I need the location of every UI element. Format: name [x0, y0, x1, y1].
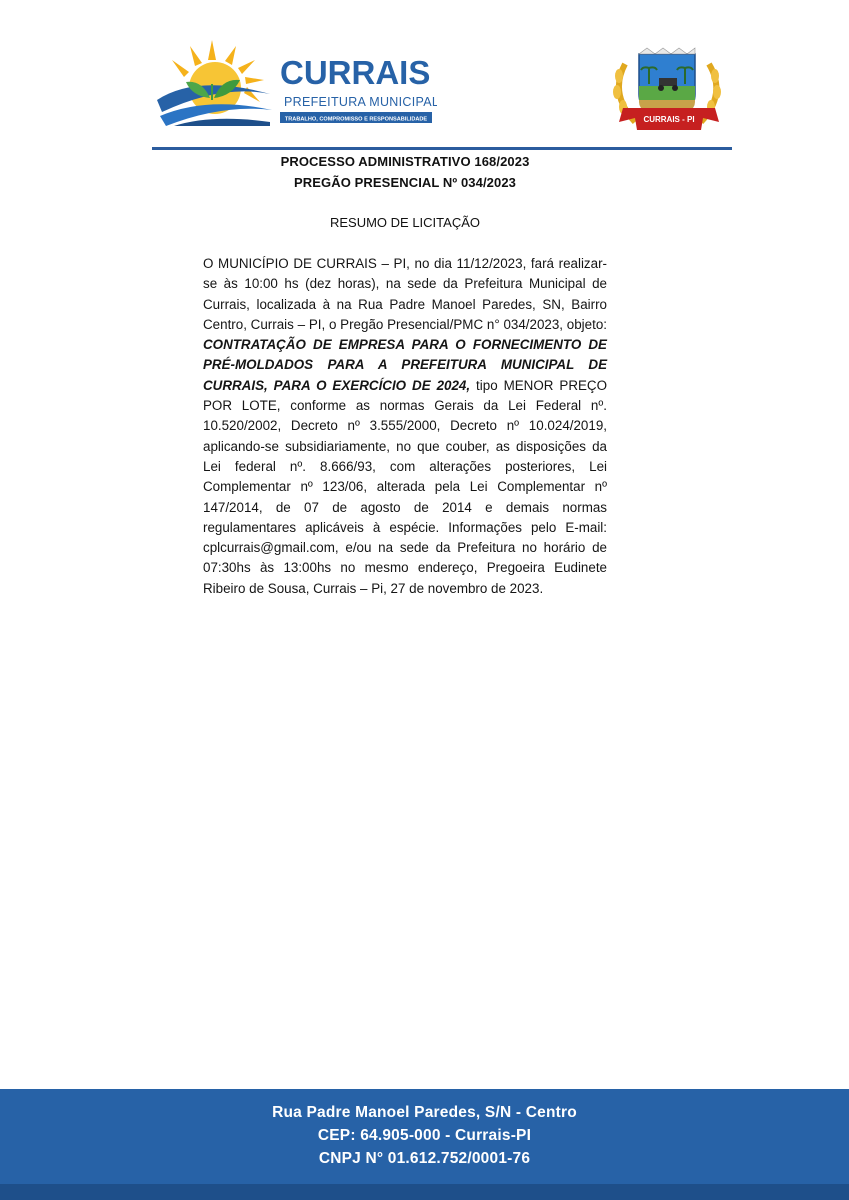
- banner-text: CURRAIS - PI: [643, 115, 695, 124]
- section-heading: RESUMO DE LICITAÇÃO: [329, 215, 480, 230]
- header-divider: [152, 147, 732, 150]
- document-title: PROCESSO ADMINISTRATIVO 168/2023: [280, 154, 530, 169]
- logo-tagline: TRABALHO, COMPROMISSO E RESPONSABILIDADE: [284, 116, 428, 123]
- sun-field-emblem-icon: [152, 38, 437, 128]
- footer-cnpj: CNPJ N° 01.612.752/0001-76: [318, 1150, 531, 1167]
- coat-of-arms-icon: [605, 44, 733, 136]
- logo-name: CURRAIS: [280, 54, 431, 91]
- footer-cep: CEP: 64.905-000 - Currais-PI: [317, 1127, 532, 1144]
- footer-bar: [0, 1089, 849, 1200]
- body-text-part2: tipo MENOR PREÇO POR LOTE, conforme as normas Gerais da Lei Federal nº. 10.520/2002, Decreto nº 3.555/2000, Decreto nº 10.024/2019, aplicando-se subsidiariamente, no que couber, as disposições da Lei federal nº. 8.666/93, com alterações posteriores, Lei Complementar nº 123/06, alterada pela Lei Complementar nº 147/2014, de 07 de agosto de 2014 e demais normas regulamentares aplicáveis à espécie. Informações pelo E-mail: cplcurrais@gmail.com, e/ou na sede da Prefeitura no horário de 07:30hs às 13:00hs no mesmo endereço, Pregoeira Eudinete Ribeiro de Sousa, Currais – Pi, 27 de novembro de 2023.: [203, 377, 608, 596]
- logo-subtitle: PREFEITURA MUNICIPAL: [284, 95, 437, 109]
- prefeitura-logo: [152, 38, 437, 128]
- coat-of-arms: [605, 44, 733, 136]
- footer-stripe: [0, 1184, 849, 1200]
- footer-address: Rua Padre Manoel Paredes, S/N - Centro: [272, 1104, 577, 1121]
- body-paragraph: [203, 254, 607, 599]
- body-object: CONTRATAÇÃO DE EMPRESA PARA O FORNECIMENTO DE PRÉ-MOLDADOS PARA A PREFEITURA MUNICIPAL DE CURRAIS, PARA O EXERCÍCIO DE 2024,: [203, 337, 607, 393]
- body-text-part1: O MUNICÍPIO DE CURRAIS – PI, no dia 11/12/2023, fará realizar-se às 10:00 hs (dez horas), na sede da Prefeitura Municipal de Currais, localizada à na Rua Padre Manoel Paredes, SN, Bairro Centro, Currais – PI, o Pregão Presencial/PMC n° 034/2023, objeto:: [203, 256, 607, 332]
- document-subtitle: PREGÃO PRESENCIAL Nº 034/2023: [294, 175, 516, 190]
